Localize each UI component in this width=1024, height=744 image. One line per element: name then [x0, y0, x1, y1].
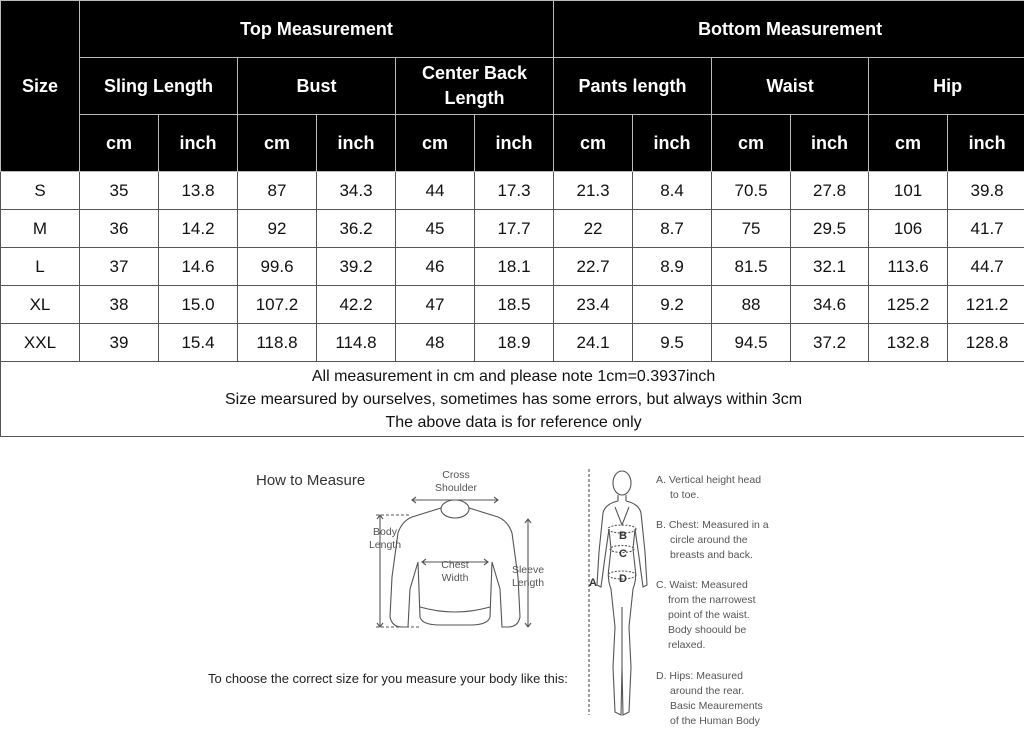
measurement-cell: 34.3	[317, 172, 396, 210]
measurement-cell: 125.2	[869, 286, 948, 324]
unit-header: cm	[80, 115, 159, 172]
measurement-cell: 106	[869, 210, 948, 248]
unit-header: cm	[238, 115, 317, 172]
unit-header: inch	[159, 115, 238, 172]
unit-header: inch	[475, 115, 554, 172]
measurement-cell: 18.5	[475, 286, 554, 324]
measurement-cell: 27.8	[791, 172, 869, 210]
marker-d: D	[619, 573, 627, 585]
how-to-measure-title: How to Measure	[256, 472, 366, 489]
measurement-cell: 44	[396, 172, 475, 210]
measurement-cell: 42.2	[317, 286, 396, 324]
sleeve-length-line2: Length	[511, 577, 545, 589]
measurement-cell: 22	[554, 210, 633, 248]
table-row	[1, 286, 1024, 324]
waist-header: Waist	[712, 58, 869, 115]
body-length-line1: Body	[373, 526, 397, 538]
measurement-cell: 81.5	[712, 248, 791, 286]
unit-header: cm	[554, 115, 633, 172]
measurement-cell: 8.4	[633, 172, 712, 210]
definition-b-line2: circle around the	[670, 534, 748, 546]
measurement-cell: 88	[712, 286, 791, 324]
measurement-cell: 18.1	[475, 248, 554, 286]
unit-header: cm	[869, 115, 948, 172]
definition-c	[656, 578, 756, 653]
definition-b-line1: B. Chest: Measured in a	[656, 519, 769, 531]
size-header: Size	[1, 1, 80, 172]
unit-header: inch	[948, 115, 1024, 172]
definition-c-line4: Body shoould be	[668, 624, 747, 636]
marker-b: B	[619, 530, 627, 542]
chest-width-line1: Chest	[441, 559, 469, 571]
hip-header: Hip	[869, 58, 1024, 115]
size-cell: L	[1, 248, 80, 286]
measurement-cell: 92	[238, 210, 317, 248]
measurement-cell: 36.2	[317, 210, 396, 248]
definition-d	[656, 669, 763, 729]
measurement-cell: 37	[80, 248, 159, 286]
measurement-cell: 99.6	[238, 248, 317, 286]
sling-length-header: Sling Length	[80, 58, 238, 115]
chest-width-label	[428, 559, 482, 585]
measurement-cell: 107.2	[238, 286, 317, 324]
measurement-cell: 48	[396, 324, 475, 362]
definition-c-line1: C. Waist: Measured	[656, 579, 748, 591]
definition-c-line3: point of the waist.	[668, 609, 750, 621]
chest-width-line2: Width	[441, 572, 469, 584]
measurement-cell: 23.4	[554, 286, 633, 324]
measurement-cell: 29.5	[791, 210, 869, 248]
center-back-length-header	[396, 58, 554, 115]
measurement-cell: 21.3	[554, 172, 633, 210]
measurement-cell: 9.5	[633, 324, 712, 362]
marker-c: C	[619, 548, 627, 560]
unit-row	[1, 115, 1024, 172]
sleeve-length-line1: Sleeve	[511, 564, 545, 576]
measurement-cell: 15.0	[159, 286, 238, 324]
center-back-line2: Length	[444, 88, 505, 108]
measurement-cell: 132.8	[869, 324, 948, 362]
measurement-cell: 22.7	[554, 248, 633, 286]
table-row	[1, 248, 1024, 286]
pants-length-header: Pants length	[554, 58, 712, 115]
measurement-cell: 101	[869, 172, 948, 210]
measurement-cell: 39	[80, 324, 159, 362]
unit-header: inch	[317, 115, 396, 172]
definition-d-line3: Basic Meaurements	[670, 700, 763, 712]
definition-c-line2: from the narrowest	[668, 594, 756, 606]
definition-a	[656, 473, 761, 503]
definition-d-line4: of the Human Body	[670, 715, 760, 727]
measurement-cell: 15.4	[159, 324, 238, 362]
cross-shoulder-label	[424, 469, 488, 495]
body-length-line2: Length	[368, 539, 402, 551]
body-length-label	[360, 526, 410, 552]
measurement-notes	[1, 362, 1024, 437]
bottom-measurement-header: Bottom Measurement	[554, 1, 1024, 58]
measurement-cell: 41.7	[948, 210, 1024, 248]
measurement-cell: 87	[238, 172, 317, 210]
note-line-2: Size mearsured by ourselves, sometimes has some errors, but always within 3cm	[225, 390, 803, 408]
measurement-cell: 118.8	[238, 324, 317, 362]
unit-header: inch	[633, 115, 712, 172]
measurement-cell: 45	[396, 210, 475, 248]
measurement-cell: 46	[396, 248, 475, 286]
bust-header: Bust	[238, 58, 396, 115]
measurement-cell: 38	[80, 286, 159, 324]
measurement-cell: 70.5	[712, 172, 791, 210]
measurement-cell: 34.6	[791, 286, 869, 324]
definition-c-line5: relaxed.	[668, 639, 706, 651]
measurement-cell: 39.2	[317, 248, 396, 286]
measurement-cell: 9.2	[633, 286, 712, 324]
measurement-cell: 13.8	[159, 172, 238, 210]
definition-d-line1: D. Hips: Measured	[656, 670, 743, 682]
body-figure-illustration	[585, 467, 655, 742]
measurement-cell: 14.6	[159, 248, 238, 286]
measurement-cell: 32.1	[791, 248, 869, 286]
marker-a: A	[589, 577, 597, 589]
measurement-cell: 39.8	[948, 172, 1024, 210]
measurement-cell: 36	[80, 210, 159, 248]
table-row	[1, 210, 1024, 248]
measurement-cell: 75	[712, 210, 791, 248]
unit-header: inch	[791, 115, 869, 172]
measurement-cell: 121.2	[948, 286, 1024, 324]
measurement-cell: 17.3	[475, 172, 554, 210]
measurement-cell: 37.2	[791, 324, 869, 362]
measurement-cell: 44.7	[948, 248, 1024, 286]
cross-shoulder-line1: Cross	[442, 469, 470, 481]
measurement-cell: 24.1	[554, 324, 633, 362]
unit-header: cm	[396, 115, 475, 172]
note-line-3: The above data is for reference only	[385, 413, 642, 431]
table-row	[1, 172, 1024, 210]
table-row	[1, 324, 1024, 362]
top-measurement-header: Top Measurement	[80, 1, 554, 58]
measurement-cell: 113.6	[869, 248, 948, 286]
measurement-cell: 114.8	[317, 324, 396, 362]
size-cell: XL	[1, 286, 80, 324]
note-line-1: All measurement in cm and please note 1cm=0.3937inch	[311, 367, 716, 385]
size-cell: S	[1, 172, 80, 210]
choose-size-instruction: To choose the correct size for you measure your body like this:	[208, 671, 568, 686]
definition-b-line3: breasts and back.	[670, 549, 753, 561]
measurement-cell: 14.2	[159, 210, 238, 248]
unit-header: cm	[712, 115, 791, 172]
measurement-cell: 47	[396, 286, 475, 324]
measurement-cell: 17.7	[475, 210, 554, 248]
table-header	[1, 1, 1024, 172]
definition-a-line1: A. Vertical height head	[656, 474, 762, 486]
center-back-line1: Center Back	[422, 63, 528, 83]
definition-a-line2: to toe.	[670, 489, 700, 501]
measurement-cell: 94.5	[712, 324, 791, 362]
definition-d-line2: around the rear.	[670, 685, 745, 697]
measurement-cell: 8.7	[633, 210, 712, 248]
size-cell: XXL	[1, 324, 80, 362]
how-to-measure-guide	[0, 437, 1024, 744]
size-rows	[1, 172, 1024, 362]
cross-shoulder-line2: Shoulder	[434, 482, 478, 494]
measurement-cell: 8.9	[633, 248, 712, 286]
definition-b	[656, 518, 769, 563]
measurement-cell: 18.9	[475, 324, 554, 362]
size-cell: M	[1, 210, 80, 248]
sleeve-length-label	[502, 564, 554, 590]
measurement-cell: 35	[80, 172, 159, 210]
measurement-cell: 128.8	[948, 324, 1024, 362]
